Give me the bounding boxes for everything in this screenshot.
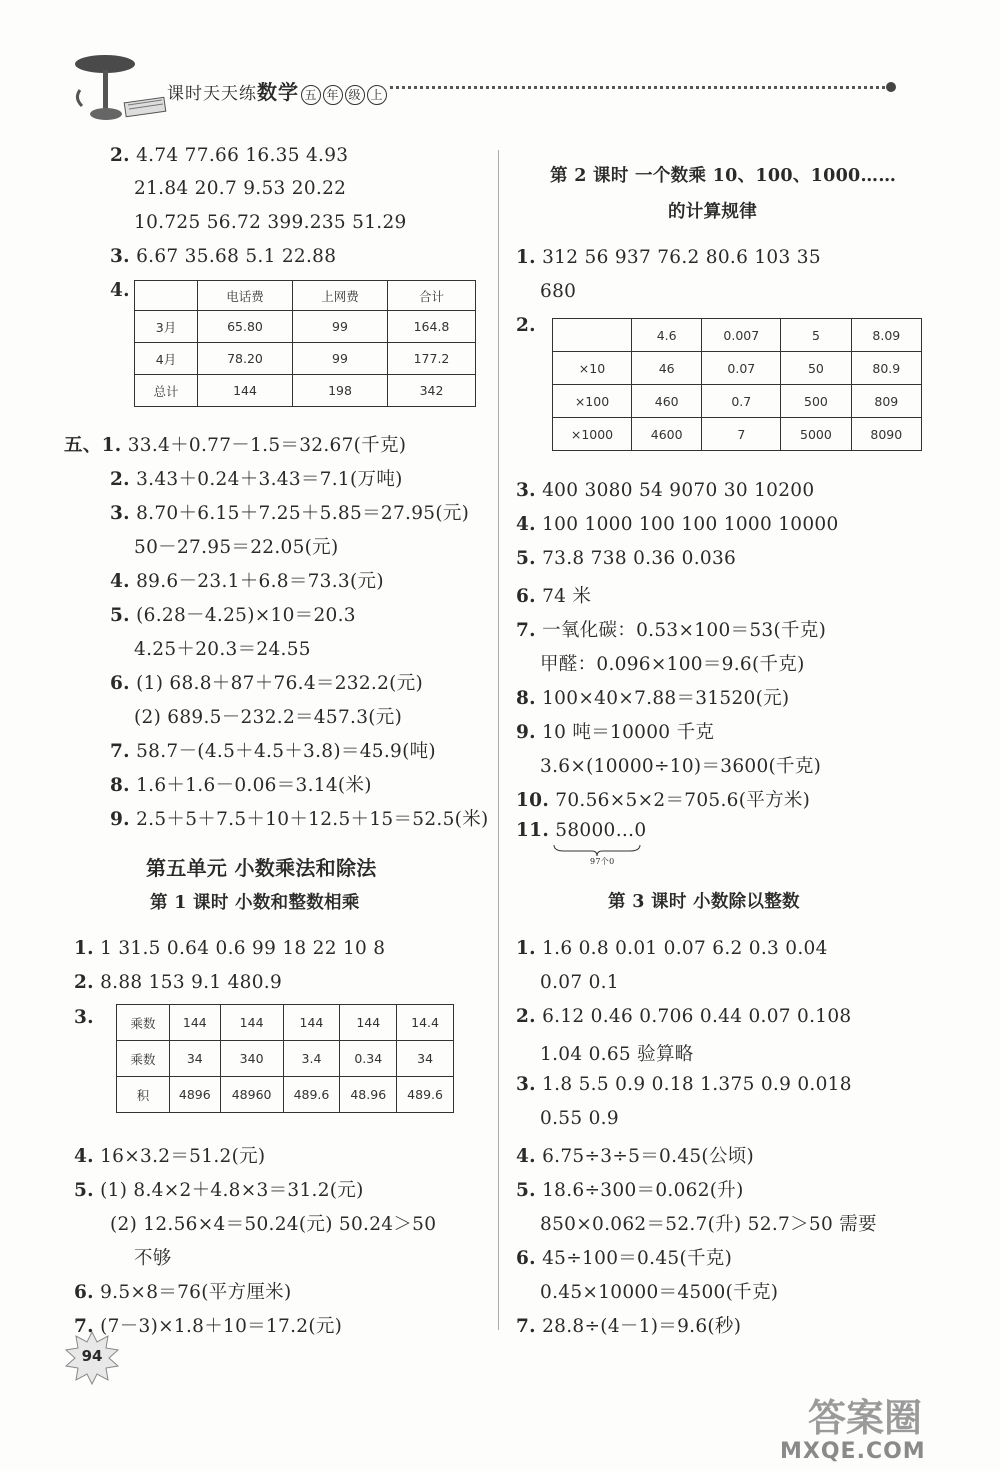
answer-line: 3. 6.67 35.68 5.1 22.88	[110, 246, 337, 267]
answer-line: 5. (1) 8.4×2＋4.8×3＝31.2(元)	[74, 1180, 364, 1201]
header-rule-end-dot	[886, 82, 896, 92]
answer-label: 4.	[110, 280, 130, 301]
answer-line: 21.84 20.7 9.53 20.22	[134, 178, 347, 199]
unit-title: 第五单元 小数乘法和除法	[146, 856, 377, 880]
answer-label: 3.	[74, 1007, 94, 1028]
answer-line: 1.04 0.65 验算略	[540, 1044, 694, 1065]
answer-line: 0.55 0.9	[540, 1108, 619, 1129]
answer-line: (2) 12.56×4＝50.24(元) 50.24＞50	[110, 1214, 437, 1235]
watermark-seal-icon	[798, 1395, 978, 1439]
page-header	[60, 50, 900, 130]
watermark-url: MXQE.COM	[780, 1439, 926, 1464]
answer-line: 3. 400 3080 54 9070 30 10200	[516, 480, 815, 501]
answer-line: 甲醛：0.096×100＝9.6(千克)	[540, 654, 805, 675]
page-number: 94	[81, 1347, 103, 1365]
lesson-title: 第 2 课时 一个数乘 10、100、1000……	[550, 166, 897, 186]
answer-line: 7. 一氧化碳：0.53×100＝53(千克)	[516, 620, 827, 641]
lesson-title: 第 3 课时 小数除以整数	[608, 892, 800, 912]
underbrace-note: 97个0	[590, 857, 615, 866]
answer-line: 6. (1) 68.8＋87＋76.4＝232.2(元)	[110, 673, 424, 694]
svg-text:答案圈: 答案圈	[808, 1396, 923, 1439]
answer-line: 8. 100×40×7.88＝31520(元)	[516, 688, 790, 709]
answer-line: 不够	[134, 1248, 172, 1269]
answer-line: 3. 1.8 5.5 0.9 0.18 1.375 0.9 0.018	[516, 1074, 852, 1095]
answer-line: 5. 73.8 738 0.36 0.036	[516, 548, 737, 569]
answer-line: 10.725 56.72 399.235 51.29	[134, 212, 407, 233]
answer-line: 5. (6.28－4.25)×10＝20.3	[110, 605, 356, 626]
answer-line: 50－27.95＝22.05(元)	[134, 537, 339, 558]
answer-line: 7. 58.7－(4.5＋4.5＋3.8)＝45.9(吨)	[110, 741, 436, 762]
answer-line: 9. 10 吨＝10000 千克	[516, 722, 715, 743]
answer-line: 1. 1 31.5 0.64 0.6 99 18 22 10 8	[74, 938, 386, 959]
answer-line: 6. 74 米	[516, 586, 592, 607]
column-divider	[498, 150, 499, 1330]
header-dotted-rule	[390, 86, 885, 89]
answer-line: 2. 3.43＋0.24＋3.43＝7.1(万吨)	[110, 469, 403, 490]
answer-line: 3. 8.70＋6.15＋7.25＋5.85＝27.95(元)	[110, 503, 470, 524]
answer-line: 五、1. 33.4＋0.77－1.5＝32.67(千克)	[64, 435, 407, 456]
answer-line: 2. 8.88 153 9.1 480.9	[74, 972, 283, 993]
desk-lamp-icon	[70, 50, 180, 130]
answer-line: 0.07 0.1	[540, 972, 619, 993]
answer-line: 0.45×10000＝4500(千克)	[540, 1282, 779, 1303]
answer-line: 3.6×(10000÷10)＝3600(千克)	[540, 756, 822, 777]
answer-line: 2. 6.12 0.46 0.706 0.44 0.07 0.108	[516, 1006, 852, 1027]
watermark	[780, 1395, 990, 1465]
answer-line: 2. 4.74 77.66 16.35 4.93	[110, 145, 349, 166]
answer-line: 4. 6.75÷3÷5＝0.45(公顷)	[516, 1146, 755, 1167]
answer-line: 10. 70.56×5×2＝705.6(平方米)	[516, 790, 811, 811]
answer-line: 8. 1.6＋1.6－0.06＝3.14(米)	[110, 775, 372, 796]
answer-line: 1. 312 56 937 76.2 80.6 103 35	[516, 247, 821, 268]
answer-line: 7. (7－3)×1.8＋10＝17.2(元)	[74, 1316, 343, 1337]
lesson-title: 第 1 课时 小数和整数相乘	[150, 893, 360, 913]
book-title: 课时天天练数学 五 年 级 上	[167, 76, 387, 105]
answer-line: 11. 58000…0	[516, 820, 647, 841]
answer-line: 4. 100 1000 100 100 1000 10000	[516, 514, 839, 535]
answer-line: 850×0.062＝52.7(升) 52.7＞50 需要	[540, 1214, 877, 1235]
page-number-badge	[64, 1330, 120, 1386]
answer-table-2: 4.6 0.007 5 8.09 ×10 46 0.07 50 80.9 ×100 460 0.7 500 809 ×1000 4600 7 5000 8090	[552, 318, 922, 451]
answer-line: (2) 689.5－232.2＝457.3(元)	[134, 707, 403, 728]
answer-line: 6. 9.5×8＝76(平方厘米)	[74, 1282, 292, 1303]
answer-line: 4. 89.6－23.1＋6.8＝73.3(元)	[110, 571, 384, 592]
answer-line: 680	[540, 281, 577, 302]
answer-line: 5. 18.6÷300＝0.062(升)	[516, 1180, 744, 1201]
answer-line: 4.25＋20.3＝24.55	[134, 639, 311, 660]
answer-table-4: 电话费 上网费 合计 3月 65.80 99 164.8 4月 78.20 99 177.2 总计 144 198 342	[134, 280, 476, 407]
underbrace-icon	[552, 843, 642, 857]
answer-table-3: 乘数 144 144 144 144 14.4 乘数 34 340 3.4 0.34 34 积 4896 48960 489.6 48.96 489.6	[116, 1004, 454, 1113]
answer-line: 1. 1.6 0.8 0.01 0.07 6.2 0.3 0.04	[516, 938, 828, 959]
answer-label: 2.	[516, 315, 536, 336]
answer-line: 6. 45÷100＝0.45(千克)	[516, 1248, 733, 1269]
answer-line: 4. 16×3.2＝51.2(元)	[74, 1146, 266, 1167]
answer-line: 9. 2.5＋5＋7.5＋10＋12.5＋15＝52.5(米)	[110, 809, 489, 830]
lesson-title-cont: 的计算规律	[668, 202, 757, 222]
answer-line: 7. 28.8÷(4－1)＝9.6(秒)	[516, 1316, 742, 1337]
